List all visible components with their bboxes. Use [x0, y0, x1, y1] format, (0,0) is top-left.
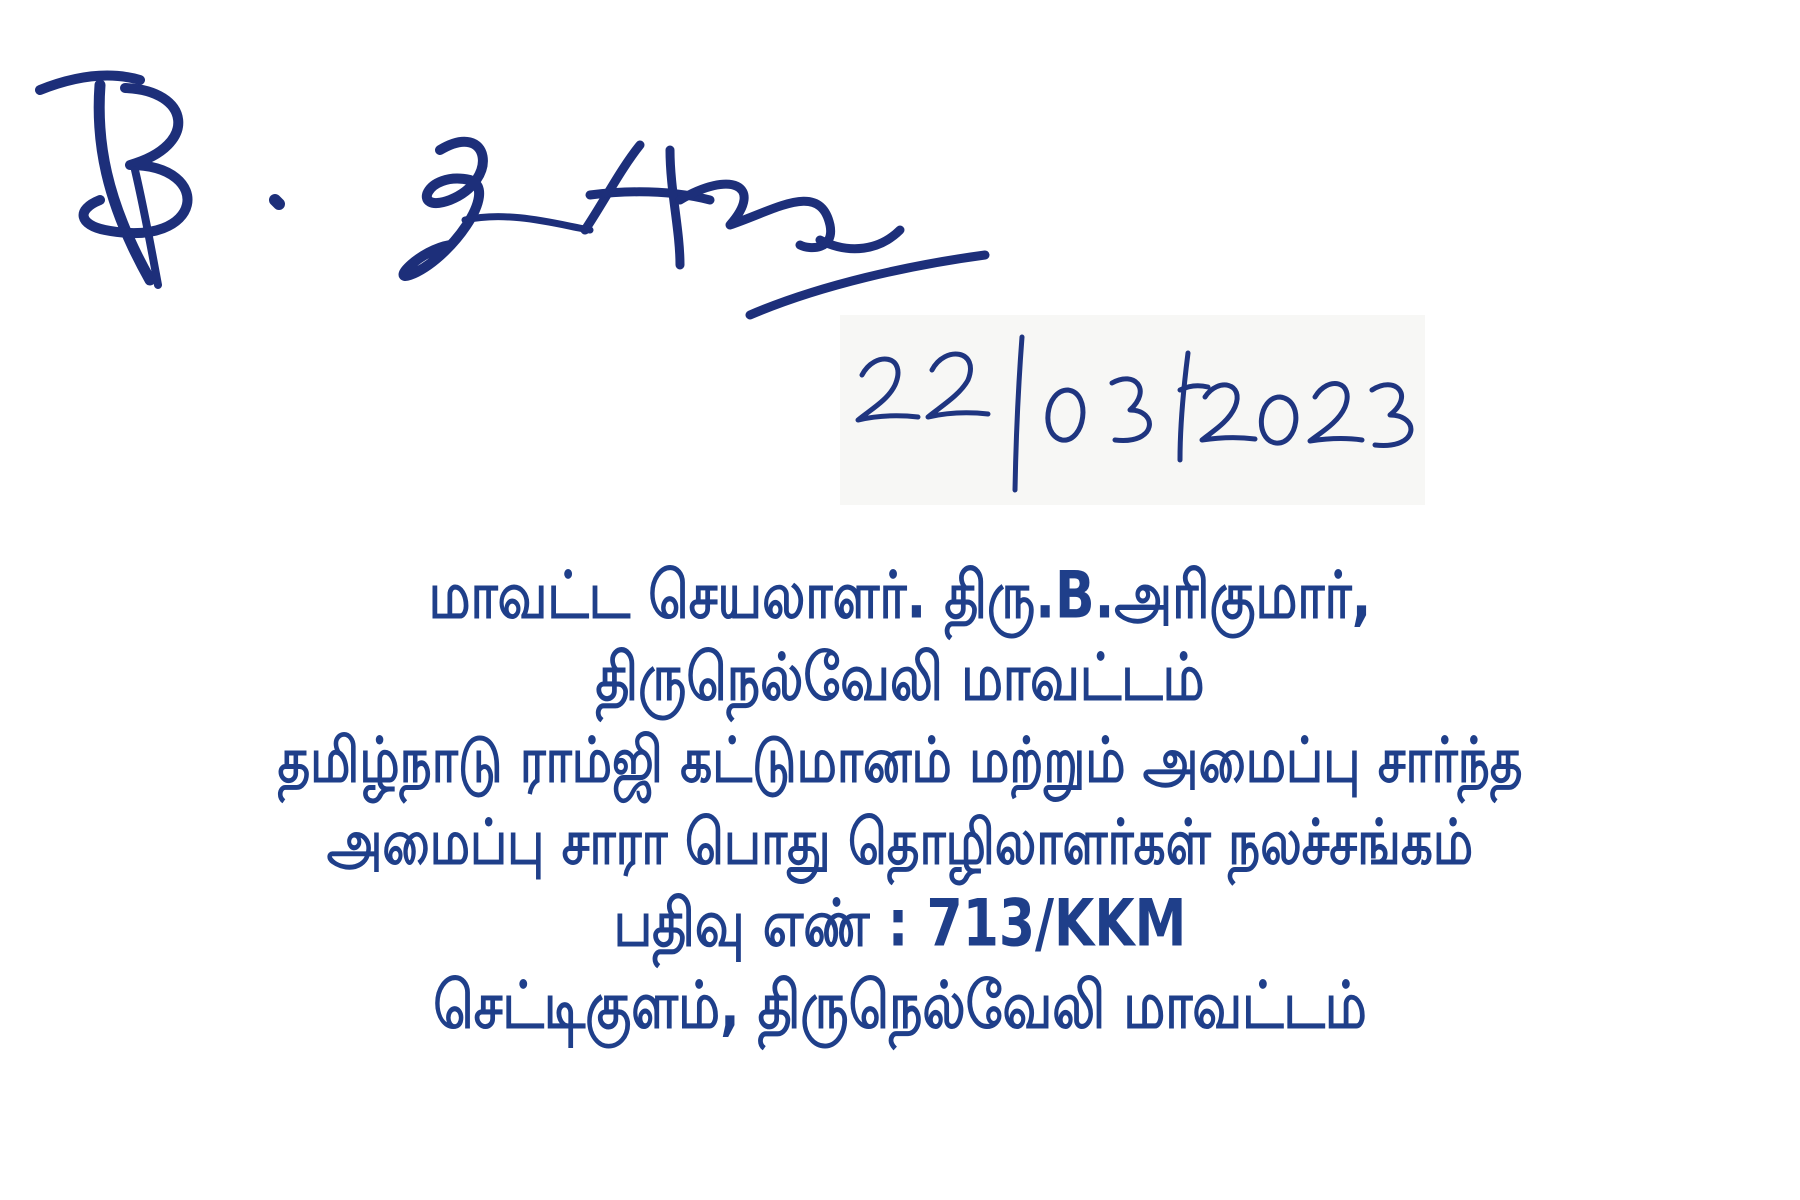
- seal-line-secretary: மாவட்ட செயலாளர். திரு.B.அரிகுமார்,: [428, 558, 1372, 634]
- seal-stamp: [0, 555, 1800, 1047]
- seal-line-association-1: தமிழ்நாடு ராம்ஜி கட்டுமானம் மற்றும் அமைப்பு சார்ந்த: [277, 723, 1523, 797]
- handwritten-date: [840, 315, 1425, 505]
- seal-line-address: செட்டிகுளம், திருநெல்வேலி மாவட்டம்: [433, 968, 1367, 1044]
- seal-line-association-2: அமைப்பு சாரா பொது தொழிலாளர்கள் நலச்சங்கம்: [326, 805, 1474, 879]
- seal-line-registration: பதிவு எண் : 713/KKM: [613, 886, 1187, 962]
- signature-image: [30, 50, 1030, 340]
- seal-line-district: திருநெல்வேலி மாவட்டம்: [595, 640, 1205, 716]
